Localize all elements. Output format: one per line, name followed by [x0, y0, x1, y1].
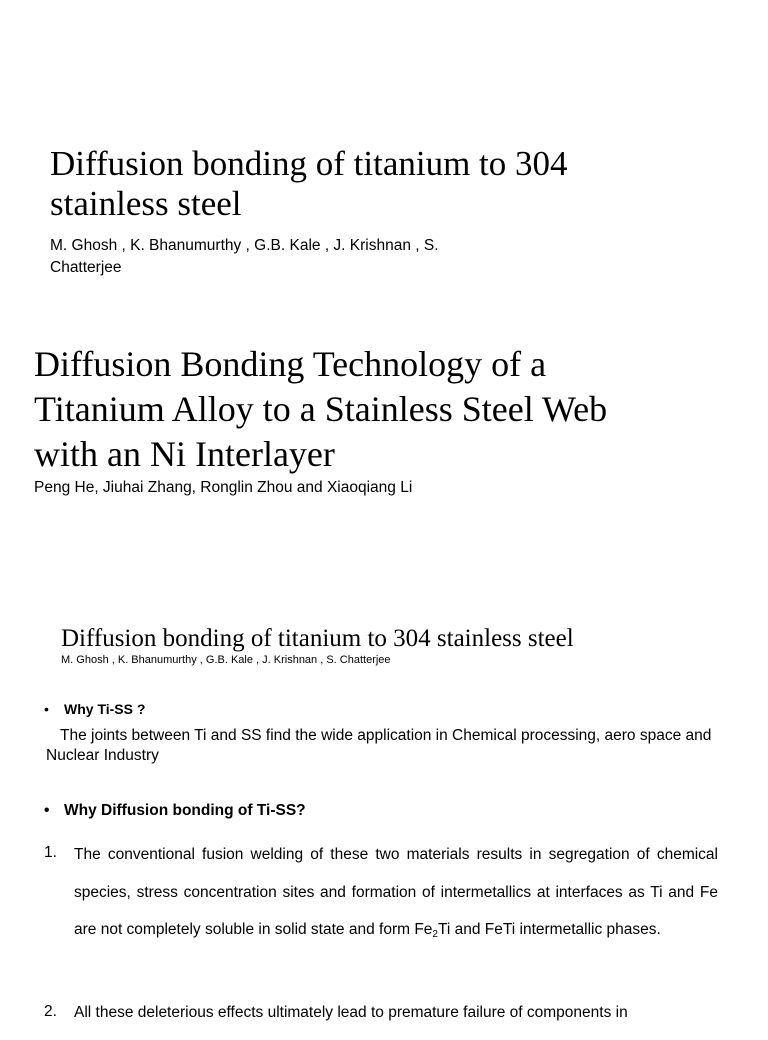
point-text-part: The conventional fusion welding of these two materials results in segregation of chemical species, stress concentration sites and formation of intermetallics at interfaces as Ti and Fe are not completely soluble in solid state and form Fe: [74, 846, 718, 938]
bullet-heading: Why Ti-SS ?: [64, 701, 146, 717]
bullet-heading: Why Diffusion bonding of Ti-SS?: [64, 802, 306, 819]
bullet-marker: •: [44, 701, 49, 717]
section-authors: M. Ghosh , K. Bhanumurthy , G.B. Kale , J. Krishnan , S. Chatterjee: [61, 654, 391, 666]
bullet-why-ti-ss: [44, 700, 145, 718]
reference2-title: Diffusion Bonding Technology of a Titanium Alloy to a Stainless Steel Web with an Ni Interlayer: [34, 344, 608, 474]
numbered-point: [44, 836, 718, 986]
reference1-title: Diffusion bonding of titanium to 304 stainless steel: [50, 144, 568, 223]
reference1-authors: M. Ghosh , K. Bhanumurthy , G.B. Kale , J. Krishnan , S. Chatterjee: [50, 237, 439, 276]
reference2-authors: Peng He, Jiuhai Zhang, Ronglin Zhou and Xiaoqiang Li: [34, 479, 413, 496]
numbered-point: [44, 994, 718, 1040]
point-number: 1.: [44, 844, 57, 861]
subscript: 2: [432, 929, 438, 940]
bullet-why-diffusion-bonding: [44, 801, 306, 821]
point-text-part: Ti and FeTi intermetallic phases.: [437, 921, 661, 938]
point-text: All these deleterious effects ultimately lead to premature failure of components in: [74, 1004, 628, 1021]
bullet1-paragraph: The joints between Ti and SS find the wide application in Chemical processing, aero space and Nuclear Industry: [46, 727, 712, 764]
bullet-marker: •: [44, 802, 50, 819]
point-number: 2.: [44, 1003, 57, 1020]
point-text: [74, 836, 718, 949]
section-title: Diffusion bonding of titanium to 304 stainless steel: [61, 625, 574, 652]
